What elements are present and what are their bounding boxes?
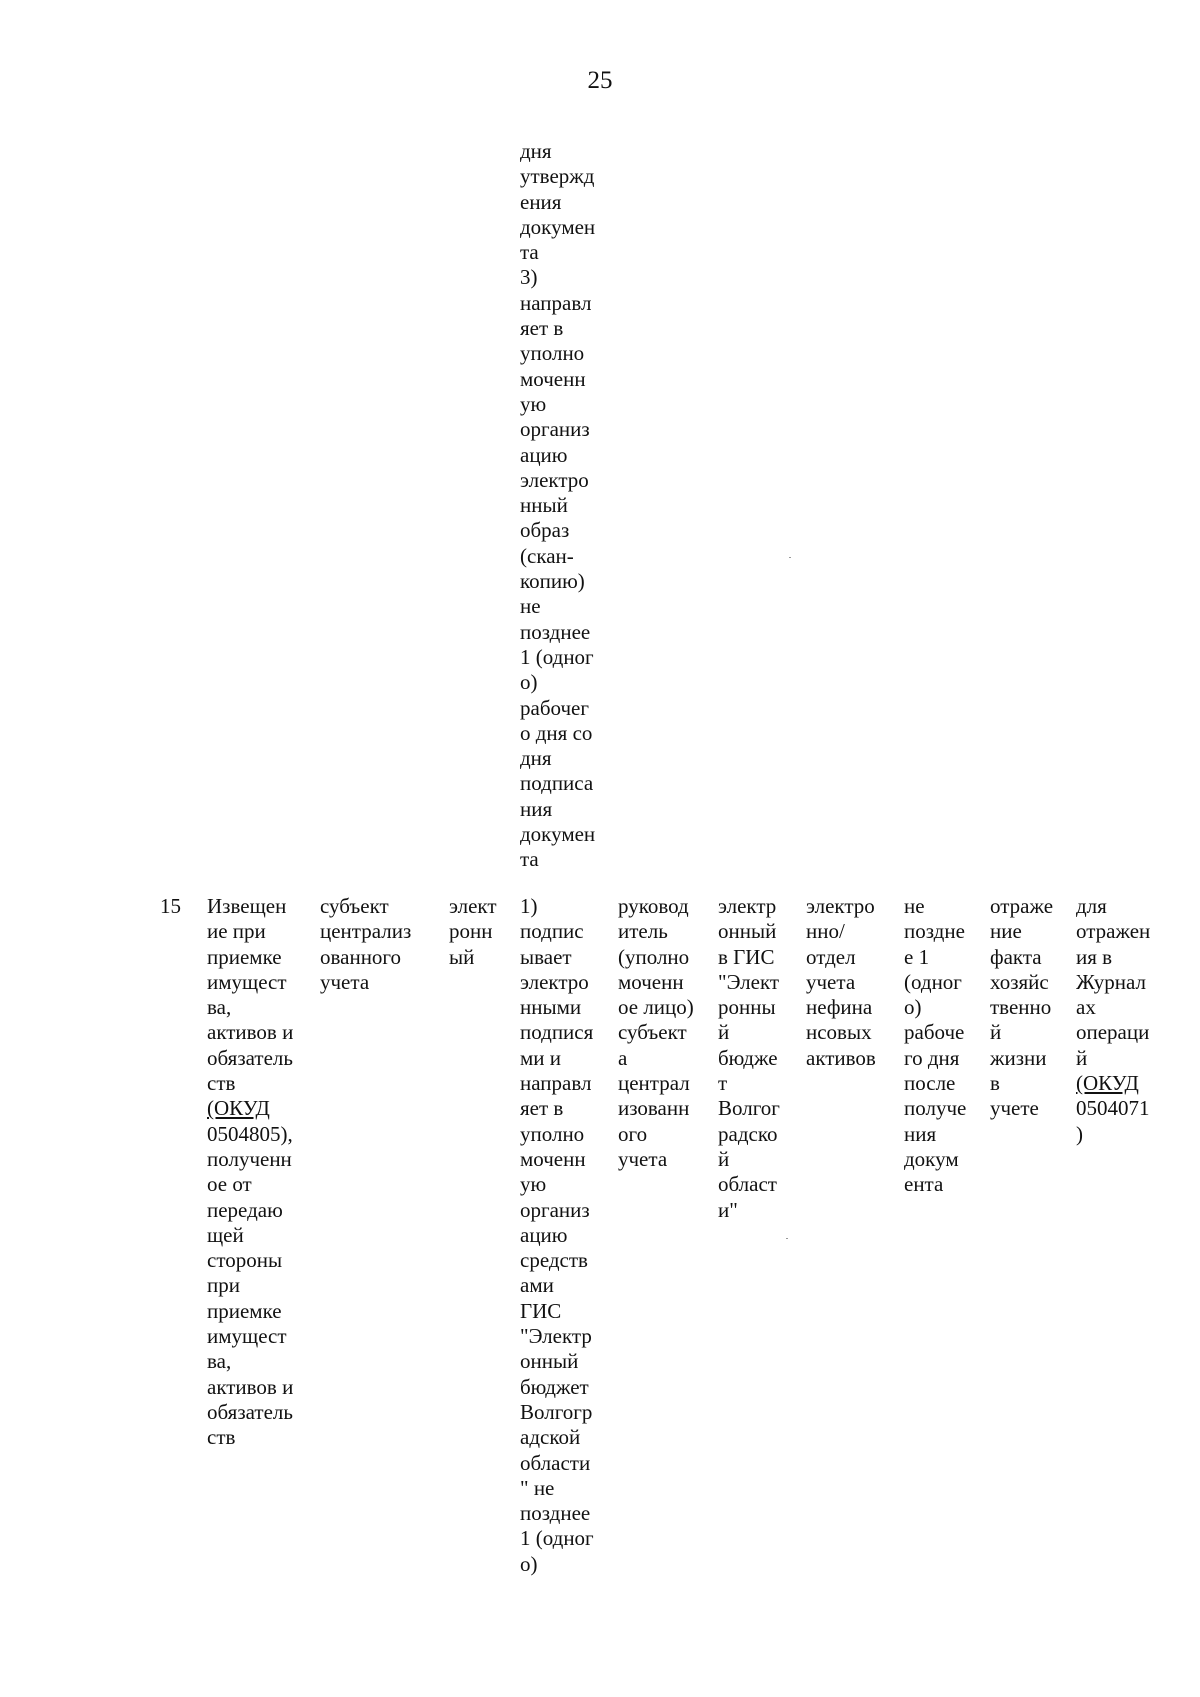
cell-document-name bbox=[207, 894, 293, 1451]
page-number: 25 bbox=[587, 67, 613, 94]
registration-top: для отражен ия в Журнал ах операци й bbox=[1076, 894, 1151, 1070]
continuation-cell-procedure: дня утвержд ения докумен та 3) направл яет в уполно моченн ую организ ацию электро нный образ (скан- копию) не позднее 1 (одног о) рабочег о дня со дня подписа ния докумен та bbox=[520, 139, 596, 872]
cell-recipient: электро нно/ отдел учета нефина нсовых активов bbox=[806, 894, 876, 1070]
cell-creator: субъект централиз ованного учета bbox=[320, 894, 412, 994]
cell-transfer-method: электр онный в ГИС "Элект ронны й бюдже т Волгог радско й област и" bbox=[718, 894, 780, 1222]
cell-responsible: руковод итель (уполно моченн ое лицо) субъект а централ изованн ого учета bbox=[618, 894, 694, 1171]
cell-deadline: не поздне е 1 (одног о) рабоче го дня после получе ния докум ента bbox=[904, 894, 967, 1197]
document-name-top: Извещен ие при приемке имущест ва, активов и обязатель ств bbox=[207, 894, 294, 1096]
cell-registration bbox=[1076, 894, 1150, 1147]
scan-speck bbox=[786, 1238, 788, 1239]
cell-procedure: 1) подпис ывает электро нными подпися ми и направл яет в уполно моченн ую организ ацию средств ами ГИС "Электр онный бюджет Волгогр адской области " не позднее 1 (одног о) bbox=[520, 894, 594, 1576]
scan-speck bbox=[789, 557, 791, 558]
registration-bottom: 0504071 ) bbox=[1076, 1096, 1150, 1146]
row-number: 15 bbox=[160, 894, 181, 918]
cell-form: элект ронн ый bbox=[449, 894, 497, 969]
okud-link-document[interactable]: (ОКУД bbox=[207, 1096, 270, 1121]
cell-purpose: отраже ние факта хозяйс твенно й жизни в учете bbox=[990, 894, 1054, 1121]
document-name-bottom: 0504805), полученн ое от передаю щей стороны при приемке имущест ва, активов и обязатель ств bbox=[207, 1121, 294, 1450]
okud-link-journal[interactable]: (ОКУД bbox=[1076, 1071, 1139, 1096]
